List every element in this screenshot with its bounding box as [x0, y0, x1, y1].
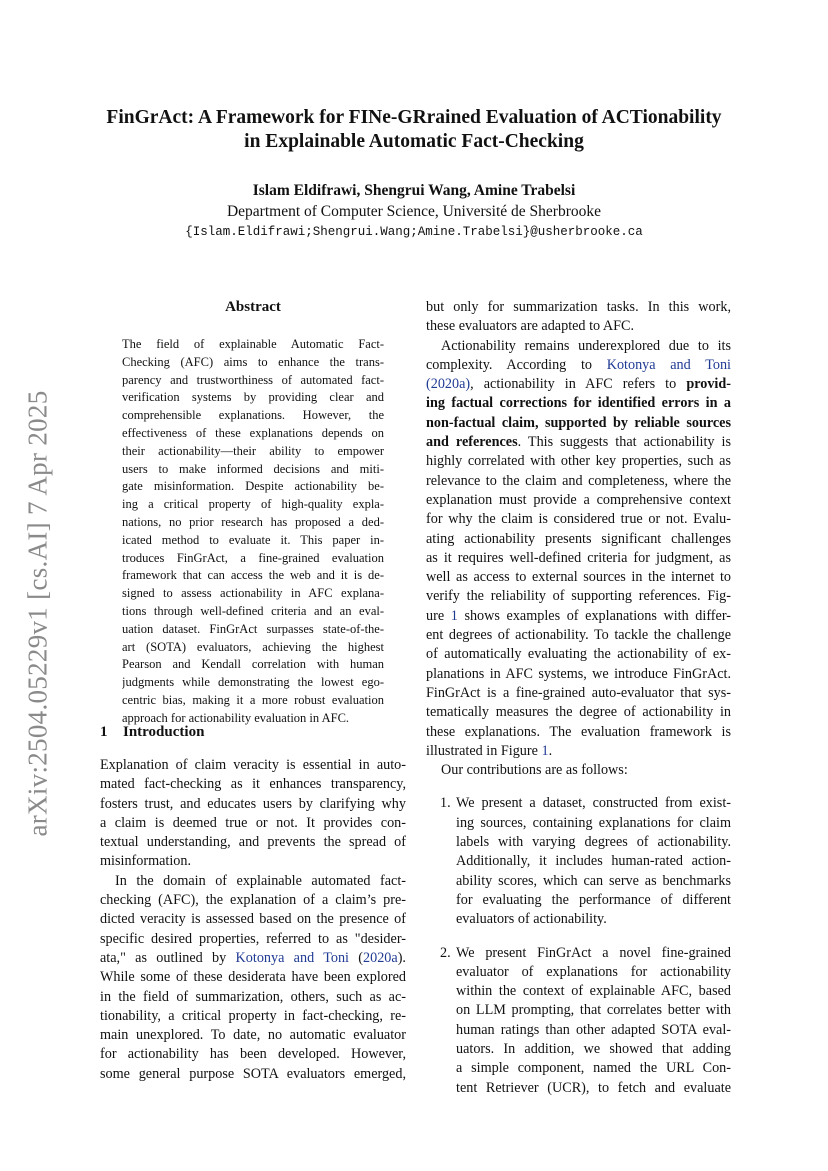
- body-line: Actionability remains underexplored due to its: [441, 337, 731, 354]
- citation-link[interactable]: Kotonya and Toni: [606, 356, 731, 373]
- body-line: [426, 394, 731, 413]
- abstract-line: troduces FinGrAct, a fine-grained evaluation: [122, 550, 384, 565]
- body-line: relevance to the claim and completeness, where the: [426, 472, 731, 489]
- abstract-line: The field of explainable Automatic Fact-: [122, 337, 384, 351]
- body-line: ability scores, which can serve as benchmarks: [456, 872, 731, 889]
- body-line: tionability, a critical property in fact-checking, re-: [100, 1007, 406, 1024]
- body-line: FinGrAct is a fine-grained auto-evaluator that sys-: [426, 684, 731, 701]
- body-line: fosters trust, and educates users by clarifying why: [100, 795, 406, 812]
- body-line: While some of these desiderata have been explored: [100, 969, 406, 986]
- body-line: but only for summarization tasks. In this work,: [426, 299, 731, 315]
- body-text: ure: [426, 607, 451, 624]
- bold-text: and references: [426, 434, 518, 451]
- body-text: illustrated in Figure: [426, 742, 542, 759]
- abstract-line: ing a critical property of high-quality expla-: [122, 497, 384, 512]
- abstract-line: art (SOTA) evaluators, achieving the highest: [122, 639, 384, 654]
- body-line: for evaluating the performance of different: [456, 891, 731, 908]
- body-line: [426, 607, 731, 626]
- body-text: . This suggests that actionability is: [517, 434, 731, 451]
- body-line: labels with varying degrees of actionability.: [456, 834, 731, 851]
- abstract-line: judgments while demonstrating the lowest ego-: [122, 675, 384, 690]
- abstract-line: comprehensible explanations. However, the: [122, 408, 384, 423]
- arxiv-identifier-stamp: [14, 378, 62, 848]
- section-heading-introduction: [100, 722, 406, 742]
- cite-close: ).: [397, 949, 406, 966]
- body-line: tematically measures the degree of actionability in: [426, 704, 731, 721]
- abstract-line: gate misinformation. Despite actionability be-: [122, 479, 384, 494]
- body-text: .: [548, 742, 553, 759]
- arxiv-id-text: arXiv:2504.05229v1 [cs.AI] 7 Apr 2025: [22, 389, 53, 837]
- abstract-line: tions through well-defined criteria and an eval-: [122, 603, 384, 618]
- citation-year-link[interactable]: 2020a: [363, 949, 398, 966]
- body-line: as it requires well-defined criteria for judgment, as: [426, 549, 731, 566]
- body-line: for actionability has been developed. However,: [100, 1046, 406, 1063]
- citation-link[interactable]: Kotonya and Toni: [235, 949, 349, 966]
- list-marker: 2.: [440, 944, 451, 961]
- body-line: a claim is deemed true or not. It provides con-: [100, 814, 406, 831]
- body-line: We present FinGrAct a novel fine-grained: [456, 944, 731, 961]
- figure-ref-link[interactable]: 1: [541, 742, 549, 759]
- title-line: FinGrAct: A Framework for FINe-GRrained Evaluation of ACTionability: [106, 107, 722, 128]
- abstract-line: verification systems by providing clear and: [122, 390, 384, 405]
- abstract-line: centric bias, making it a more robust evaluation: [122, 692, 384, 707]
- body-line: We present a dataset, constructed from exist-: [456, 795, 731, 812]
- body-line: these evaluators are adapted to AFC.: [426, 318, 635, 335]
- paper-title: [80, 106, 748, 154]
- body-line: [426, 742, 731, 761]
- body-line: [426, 414, 731, 433]
- bold-text: provid-: [686, 376, 731, 393]
- figure-ref-link[interactable]: 1: [450, 607, 458, 624]
- abstract-line: framework that can access the web and it is de-: [122, 568, 384, 583]
- body-line: main unexplored. To date, no automatic evaluator: [100, 1027, 406, 1044]
- body-line: planations in AFC systems, we introduce FinGrAct.: [426, 665, 731, 682]
- introduction-left-column: [100, 756, 406, 1084]
- body-text: , actionability in AFC refers to: [470, 376, 687, 393]
- body-line: mated fact-checking as it enhances transparency,: [100, 776, 406, 793]
- body-line: well as access to external sources in the internet to: [426, 569, 731, 586]
- affiliation: Department of Computer Science, Université de Sherbrooke: [226, 203, 602, 220]
- body-line: textual understanding, and prevents the spread of: [100, 834, 406, 851]
- contribution-item: [426, 794, 731, 929]
- abstract-line: approach for actionability evaluation in AFC.: [122, 710, 350, 725]
- abstract-line: nations, no prior research has proposed a ded-: [122, 514, 384, 529]
- body-line: misinformation.: [100, 853, 192, 870]
- abstract-line: uation dataset. FinGrAct surpasses state-of-the-: [122, 621, 384, 636]
- body-line: a simple component, named the URL Con-: [456, 1060, 731, 1077]
- abstract-line: users to make informed decisions and miti-: [122, 461, 384, 476]
- body-line: Additionally, it includes human-rated action-: [456, 853, 731, 870]
- title-line: in Explainable Automatic Fact-Checking: [244, 131, 584, 152]
- cite-prefix: complexity. According to: [426, 356, 607, 373]
- body-line: evaluator of explanations for actionability: [456, 963, 731, 980]
- body-line: [426, 375, 731, 394]
- author-list: Islam Eldifrawi, Shengrui Wang, Amine Trabelsi: [252, 182, 576, 199]
- body-line: evaluators of actionability.: [456, 911, 607, 928]
- body-line: checking (AFC), the explanation of a claim’s pre-: [100, 892, 406, 909]
- body-line: human ratings than other adapted SOTA eval-: [456, 1021, 731, 1038]
- abstract-line: their actionability—their ability to empower: [122, 443, 384, 458]
- section-title: Introduction: [123, 724, 205, 740]
- citation-year-link[interactable]: (2020a): [426, 376, 471, 393]
- abstract-line: parency and trustworthiness of automated fact-: [122, 372, 384, 387]
- section-number: 1: [100, 724, 108, 740]
- body-line: of automatically evaluating the actionability of ex-: [426, 646, 731, 663]
- body-line: ating actionability presents significant challenges: [426, 530, 731, 547]
- cite-open: (: [349, 949, 364, 966]
- body-line: these explanations. The evaluation framework is: [426, 723, 731, 740]
- list-marker: 1.: [440, 795, 451, 812]
- abstract-line: Checking (AFC) aims to enhance the trans-: [122, 354, 384, 369]
- body-line: Our contributions are as follows:: [441, 762, 628, 779]
- body-line: on LLM prompting, that correlates better with: [456, 1002, 731, 1019]
- abstract-heading: Abstract: [225, 299, 281, 315]
- abstract-body: [122, 336, 384, 728]
- abstract-line: effectiveness of these explanations depends on: [122, 425, 384, 440]
- abstract-line: signed to assess actionability in AFC explana-: [122, 586, 384, 601]
- body-line: uators. In addition, we showed that adding: [456, 1040, 731, 1057]
- body-line: tent Retriever (UCR), to fetch and evaluate: [456, 1079, 731, 1096]
- body-line: In the domain of explainable automated fact-: [115, 872, 406, 889]
- body-line: some general purpose SOTA evaluators emerged,: [100, 1065, 406, 1082]
- abstract-line: Pearson and Kendall correlation with human: [122, 657, 384, 672]
- bold-text: ing factual corrections for identified errors in a: [426, 395, 731, 412]
- cite-prefix: ata," as outlined by: [100, 949, 236, 966]
- bold-text: non-factual claim, supported by reliable sources: [426, 414, 731, 431]
- body-line: [426, 356, 731, 375]
- abstract-line: icated method to evaluate it. This paper in-: [122, 532, 384, 547]
- body-line: [100, 949, 406, 968]
- body-text: shows examples of explanations with differ-: [457, 607, 731, 624]
- body-line: specific desired properties, referred to as "desider-: [100, 930, 406, 947]
- body-line: explanation must provide a comprehensive context: [426, 491, 731, 508]
- author-emails: {Islam.Eldifrawi;Shengrui.Wang;Amine.Trabelsi}@usherbrooke.ca: [185, 225, 643, 239]
- right-column: [426, 298, 731, 1098]
- body-line: ent degrees of actionability. To tackle the challenge: [426, 627, 731, 644]
- body-line: Explanation of claim veracity is essential in auto-: [100, 757, 406, 773]
- body-line: highly correlated with other key properties, such as: [426, 453, 731, 470]
- body-line: [426, 433, 731, 452]
- body-line: ing sources, containing explanations for claim: [456, 814, 731, 831]
- body-line: for why the claim is considered true or not. Evalu-: [426, 511, 731, 528]
- body-line: in the field of summarization, others, such as ac-: [100, 988, 406, 1005]
- contribution-item: [426, 944, 731, 1098]
- body-line: dicted veracity is assessed based on the presence of: [100, 911, 406, 928]
- body-line: within the context of explainable AFC, based: [456, 983, 731, 1000]
- body-line: verify the reliability of supporting references. Fig-: [426, 588, 731, 605]
